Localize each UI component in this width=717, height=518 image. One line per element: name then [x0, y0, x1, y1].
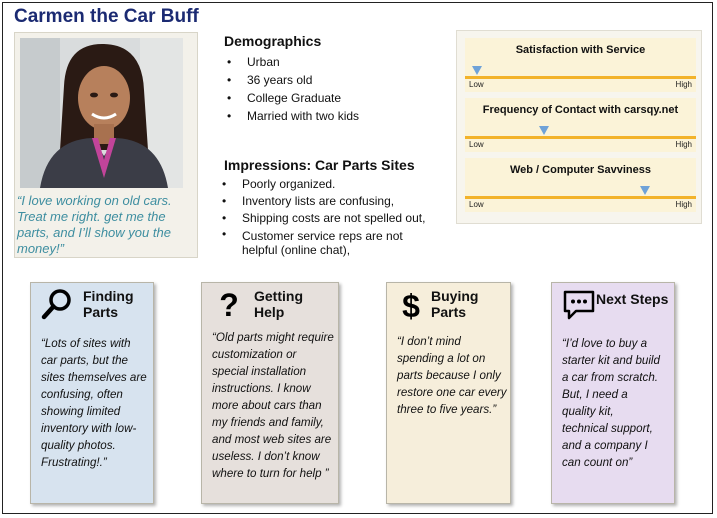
scale-satisfaction: [465, 38, 696, 92]
chat-icon: [562, 287, 596, 321]
scale-marker: [472, 66, 482, 75]
magnifier-icon: [41, 287, 75, 321]
impressions-item: • Shipping costs are not spelled out,: [220, 210, 435, 227]
scale-line: [465, 136, 696, 139]
card-next-steps: [551, 282, 675, 504]
demographics-item: • Married with two kids: [225, 107, 359, 125]
scale-low-label: Low: [469, 200, 484, 209]
impressions-heading: Impressions: Car Parts Sites: [224, 157, 415, 173]
card-body: “I’d love to buy a starter kit and build a car from scratch. But, I need a quality kit, technical support, and a company I can count on”: [562, 337, 660, 469]
card-body: “I don’t mind spending a lot on parts because I only restore one car every three to five years.”: [397, 335, 507, 416]
scale-line: [465, 196, 696, 199]
scale-label: Frequency of Contact with carsqy.net: [482, 104, 679, 116]
rating-scales-panel: [456, 30, 702, 224]
persona-title: Carmen the Car Buff: [14, 6, 199, 27]
card-finding-parts: [30, 282, 154, 504]
svg-text:$: $: [402, 288, 420, 321]
card-buying-parts: [386, 282, 511, 504]
scale-savviness: [465, 158, 696, 212]
scale-low-label: Low: [469, 140, 484, 149]
impressions-list: [220, 176, 435, 257]
persona-quote: “I love working on old cars. Treat me right. get me the parts, and I’ll show you the money!”: [17, 193, 172, 256]
demographics-item: • Urban: [225, 53, 359, 71]
card-getting-help: [201, 282, 339, 504]
card-title: Getting Help: [254, 288, 303, 320]
demographics-list: [225, 53, 359, 125]
scale-high-label: High: [675, 80, 692, 89]
persona-photo-card: [14, 32, 198, 258]
card-title: Buying Parts: [431, 288, 479, 320]
demographics-item: • College Graduate: [225, 89, 359, 107]
scale-high-label: High: [675, 200, 692, 209]
scale-label: Satisfaction with Service: [515, 44, 646, 56]
impressions-item: • Inventory lists are confusing,: [220, 193, 435, 210]
card-body: “Lots of sites with car parts, but the sites themselves are confusing, often showing limited inventory with low-quality photos. Frustrating!.”: [41, 337, 147, 469]
impressions-item: • Poorly organized.: [220, 176, 435, 193]
scale-label: Web / Computer Savviness: [509, 164, 651, 176]
card-body: “Old parts might require customization or special installation instructions. I know more about cars than my friends and family, and most web sites are useless. I don’t know where to turn for help ”: [212, 331, 334, 480]
scale-low-label: Low: [469, 80, 484, 89]
card-title: Next Steps: [596, 291, 669, 307]
scale-marker: [539, 126, 549, 135]
persona-photo: [20, 38, 183, 188]
dollar-icon: [397, 287, 431, 321]
demographics-heading: Demographics: [224, 33, 322, 49]
card-title: Finding Parts: [83, 288, 134, 320]
scale-frequency: [465, 98, 696, 152]
question-icon: [212, 287, 246, 321]
svg-text:?: ?: [219, 287, 239, 321]
scale-line: [465, 76, 696, 79]
scale-high-label: High: [675, 140, 692, 149]
scale-marker: [640, 186, 650, 195]
impressions-item: • Customer service reps are not helpful (online chat),: [220, 227, 435, 257]
demographics-item: • 36 years old: [225, 71, 359, 89]
